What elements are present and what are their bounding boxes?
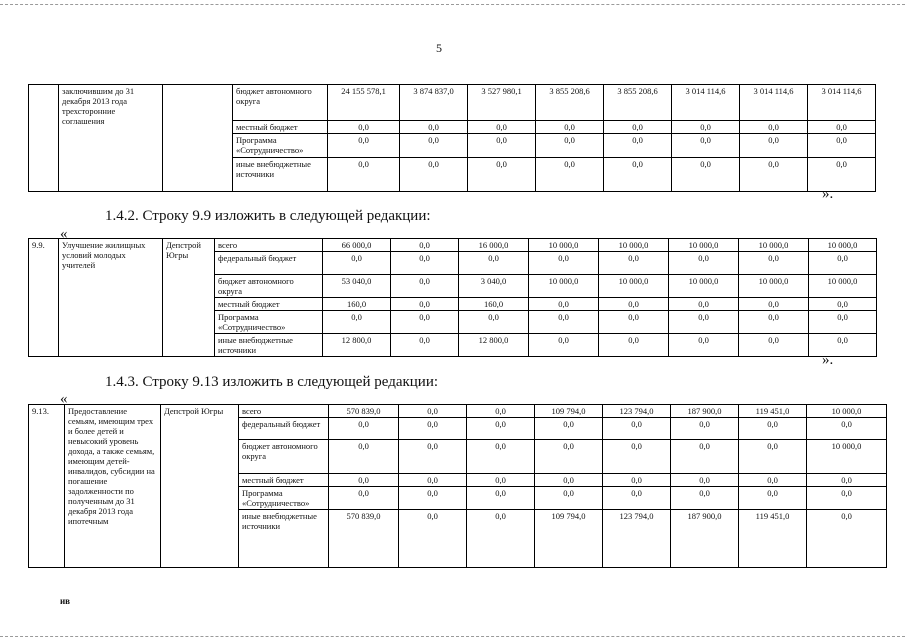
value-cell: 0,0 bbox=[740, 158, 808, 192]
value-cell: 10 000,0 bbox=[807, 405, 887, 418]
value-cell: 0,0 bbox=[740, 121, 808, 134]
value-cell: 3 014 114,6 bbox=[740, 85, 808, 121]
value-cell: 3 874 837,0 bbox=[400, 85, 468, 121]
value-cell: 0,0 bbox=[807, 510, 887, 568]
table-continuation bbox=[28, 84, 876, 192]
value-cell: 3 527 980,1 bbox=[468, 85, 536, 121]
source-cell: бюджет автономного округа bbox=[215, 275, 323, 298]
value-cell: 109 794,0 bbox=[535, 510, 603, 568]
value-cell: 570 839,0 bbox=[329, 405, 399, 418]
scan-edge-bottom bbox=[0, 636, 905, 637]
value-cell: 3 855 208,6 bbox=[604, 85, 672, 121]
table-row-9-9 bbox=[28, 238, 877, 357]
description-cell: Предоставление семьям, имеющим трех и более детей и невысокий уровень дохода, а также семьям, имеющим детей-инвалидов, субсидии на погашение задолженности по полученным до 31 декабря 2013 года ипотечным bbox=[65, 405, 161, 568]
value-cell: 0,0 bbox=[809, 334, 877, 357]
source-cell: иные внебюджетные источники bbox=[215, 334, 323, 357]
value-cell: 0,0 bbox=[669, 311, 739, 334]
value-cell: 10 000,0 bbox=[599, 239, 669, 252]
source-cell: федеральный бюджет bbox=[215, 252, 323, 275]
table-row bbox=[29, 405, 887, 418]
value-cell: 0,0 bbox=[739, 440, 807, 474]
value-cell: 123 794,0 bbox=[603, 510, 671, 568]
row-number-cell: 9.13. bbox=[29, 405, 65, 568]
source-cell: бюджет автономного округа bbox=[239, 440, 329, 474]
value-cell: 0,0 bbox=[807, 487, 887, 510]
value-cell: 0,0 bbox=[604, 121, 672, 134]
value-cell: 0,0 bbox=[808, 121, 876, 134]
value-cell: 10 000,0 bbox=[739, 275, 809, 298]
value-cell: 0,0 bbox=[467, 487, 535, 510]
value-cell: 0,0 bbox=[599, 311, 669, 334]
value-cell: 0,0 bbox=[459, 252, 529, 275]
value-cell: 10 000,0 bbox=[669, 275, 739, 298]
value-cell: 0,0 bbox=[468, 134, 536, 158]
value-cell: 0,0 bbox=[329, 440, 399, 474]
value-cell: 0,0 bbox=[467, 405, 535, 418]
value-cell: 119 451,0 bbox=[739, 405, 807, 418]
value-cell: 0,0 bbox=[603, 487, 671, 510]
value-cell: 0,0 bbox=[671, 474, 739, 487]
value-cell: 0,0 bbox=[328, 121, 400, 134]
value-cell: 0,0 bbox=[739, 298, 809, 311]
value-cell: 0,0 bbox=[391, 275, 459, 298]
source-cell: иные внебюджетные источники bbox=[239, 510, 329, 568]
source-cell: всего bbox=[239, 405, 329, 418]
value-cell: 0,0 bbox=[467, 440, 535, 474]
source-cell: Программа «Сотрудничество» bbox=[239, 487, 329, 510]
source-cell: местный бюджет bbox=[215, 298, 323, 311]
scan-edge-top bbox=[0, 4, 905, 5]
source-cell: бюджет автономного округа bbox=[233, 85, 328, 121]
page-number: 5 bbox=[436, 41, 442, 55]
source-cell: местный бюджет bbox=[239, 474, 329, 487]
value-cell: 0,0 bbox=[468, 158, 536, 192]
value-cell: 24 155 578,1 bbox=[328, 85, 400, 121]
value-cell: 0,0 bbox=[739, 311, 809, 334]
value-cell: 10 000,0 bbox=[529, 275, 599, 298]
value-cell: 0,0 bbox=[391, 298, 459, 311]
value-cell: 0,0 bbox=[399, 405, 467, 418]
value-cell: 0,0 bbox=[671, 487, 739, 510]
value-cell: 0,0 bbox=[329, 474, 399, 487]
opening-quote: « bbox=[60, 391, 68, 407]
value-cell: 0,0 bbox=[809, 298, 877, 311]
row-number-cell: 9.9. bbox=[29, 239, 59, 357]
value-cell: 0,0 bbox=[809, 311, 877, 334]
value-cell: 0,0 bbox=[467, 474, 535, 487]
value-cell: 0,0 bbox=[603, 418, 671, 440]
value-cell: 0,0 bbox=[399, 487, 467, 510]
value-cell: 16 000,0 bbox=[459, 239, 529, 252]
section-heading: 1.4.3. Строку 9.13 изложить в следующей редакции: bbox=[105, 374, 439, 390]
value-cell: 0,0 bbox=[603, 440, 671, 474]
description-cell: Улучшение жилищных условий молодых учителей bbox=[59, 239, 163, 357]
value-cell: 0,0 bbox=[808, 134, 876, 158]
closing-quote: ». bbox=[822, 186, 834, 202]
value-cell: 0,0 bbox=[671, 440, 739, 474]
description-cell: заключившим до 31 декабря 2013 года трехсторонние соглашения bbox=[59, 85, 163, 192]
value-cell: 0,0 bbox=[400, 158, 468, 192]
footer-mark: ив bbox=[60, 596, 71, 606]
value-cell: 10 000,0 bbox=[599, 275, 669, 298]
source-cell: Программа «Сотрудничество» bbox=[215, 311, 323, 334]
value-cell: 0,0 bbox=[323, 311, 391, 334]
value-cell: 0,0 bbox=[599, 334, 669, 357]
value-cell: 3 014 114,6 bbox=[808, 85, 876, 121]
value-cell: 0,0 bbox=[807, 474, 887, 487]
value-cell: 0,0 bbox=[739, 487, 807, 510]
value-cell: 10 000,0 bbox=[809, 275, 877, 298]
value-cell: 0,0 bbox=[391, 239, 459, 252]
value-cell: 0,0 bbox=[672, 158, 740, 192]
value-cell: 0,0 bbox=[809, 252, 877, 275]
row-number-cell bbox=[29, 85, 59, 192]
value-cell: 0,0 bbox=[399, 418, 467, 440]
value-cell: 0,0 bbox=[329, 418, 399, 440]
value-cell: 0,0 bbox=[399, 474, 467, 487]
value-cell: 10 000,0 bbox=[669, 239, 739, 252]
value-cell: 0,0 bbox=[604, 134, 672, 158]
value-cell: 0,0 bbox=[529, 311, 599, 334]
value-cell: 0,0 bbox=[328, 134, 400, 158]
value-cell: 10 000,0 bbox=[529, 239, 599, 252]
value-cell: 0,0 bbox=[669, 252, 739, 275]
value-cell: 0,0 bbox=[739, 252, 809, 275]
value-cell: 0,0 bbox=[400, 121, 468, 134]
value-cell: 0,0 bbox=[467, 510, 535, 568]
value-cell: 0,0 bbox=[535, 418, 603, 440]
value-cell: 0,0 bbox=[535, 474, 603, 487]
source-cell: федеральный бюджет bbox=[239, 418, 329, 440]
value-cell: 0,0 bbox=[529, 252, 599, 275]
table-row bbox=[29, 239, 877, 252]
value-cell: 3 855 208,6 bbox=[536, 85, 604, 121]
value-cell: 3 040,0 bbox=[459, 275, 529, 298]
value-cell: 0,0 bbox=[467, 418, 535, 440]
value-cell: 0,0 bbox=[669, 298, 739, 311]
source-cell: иные внебюджетные источники bbox=[233, 158, 328, 192]
executor-cell bbox=[163, 85, 233, 192]
value-cell: 53 040,0 bbox=[323, 275, 391, 298]
value-cell: 0,0 bbox=[328, 158, 400, 192]
value-cell: 0,0 bbox=[459, 311, 529, 334]
value-cell: 0,0 bbox=[536, 134, 604, 158]
value-cell: 187 900,0 bbox=[671, 510, 739, 568]
value-cell: 160,0 bbox=[323, 298, 391, 311]
value-cell: 0,0 bbox=[672, 134, 740, 158]
value-cell: 0,0 bbox=[400, 134, 468, 158]
value-cell: 0,0 bbox=[535, 487, 603, 510]
value-cell: 0,0 bbox=[740, 134, 808, 158]
value-cell: 0,0 bbox=[739, 334, 809, 357]
value-cell: 66 000,0 bbox=[323, 239, 391, 252]
value-cell: 0,0 bbox=[391, 252, 459, 275]
source-cell: Программа «Сотрудничество» bbox=[233, 134, 328, 158]
value-cell: 0,0 bbox=[808, 158, 876, 192]
value-cell: 570 839,0 bbox=[329, 510, 399, 568]
value-cell: 160,0 bbox=[459, 298, 529, 311]
value-cell: 109 794,0 bbox=[535, 405, 603, 418]
value-cell: 10 000,0 bbox=[809, 239, 877, 252]
value-cell: 0,0 bbox=[599, 298, 669, 311]
value-cell: 0,0 bbox=[391, 334, 459, 357]
value-cell: 0,0 bbox=[603, 474, 671, 487]
value-cell: 123 794,0 bbox=[603, 405, 671, 418]
value-cell: 10 000,0 bbox=[807, 440, 887, 474]
value-cell: 3 014 114,6 bbox=[672, 85, 740, 121]
value-cell: 119 451,0 bbox=[739, 510, 807, 568]
value-cell: 12 800,0 bbox=[323, 334, 391, 357]
executor-cell: Депстрой Югры bbox=[163, 239, 215, 357]
opening-quote: « bbox=[60, 226, 68, 242]
table-row bbox=[29, 85, 876, 121]
value-cell: 0,0 bbox=[599, 252, 669, 275]
table-row-9-13 bbox=[28, 404, 887, 568]
value-cell: 0,0 bbox=[672, 121, 740, 134]
source-cell: всего bbox=[215, 239, 323, 252]
value-cell: 0,0 bbox=[536, 121, 604, 134]
value-cell: 12 800,0 bbox=[459, 334, 529, 357]
value-cell: 0,0 bbox=[807, 418, 887, 440]
closing-quote: ». bbox=[822, 352, 834, 368]
value-cell: 0,0 bbox=[323, 252, 391, 275]
value-cell: 0,0 bbox=[671, 418, 739, 440]
value-cell: 0,0 bbox=[399, 440, 467, 474]
value-cell: 0,0 bbox=[604, 158, 672, 192]
value-cell: 0,0 bbox=[529, 334, 599, 357]
value-cell: 0,0 bbox=[535, 440, 603, 474]
value-cell: 0,0 bbox=[399, 510, 467, 568]
value-cell: 0,0 bbox=[536, 158, 604, 192]
value-cell: 0,0 bbox=[669, 334, 739, 357]
value-cell: 0,0 bbox=[529, 298, 599, 311]
value-cell: 0,0 bbox=[468, 121, 536, 134]
source-cell: местный бюджет bbox=[233, 121, 328, 134]
value-cell: 0,0 bbox=[329, 487, 399, 510]
executor-cell: Депстрой Югры bbox=[161, 405, 239, 568]
value-cell: 0,0 bbox=[739, 474, 807, 487]
value-cell: 10 000,0 bbox=[739, 239, 809, 252]
value-cell: 0,0 bbox=[391, 311, 459, 334]
section-heading: 1.4.2. Строку 9.9 изложить в следующей редакции: bbox=[105, 208, 431, 224]
value-cell: 187 900,0 bbox=[671, 405, 739, 418]
value-cell: 0,0 bbox=[739, 418, 807, 440]
